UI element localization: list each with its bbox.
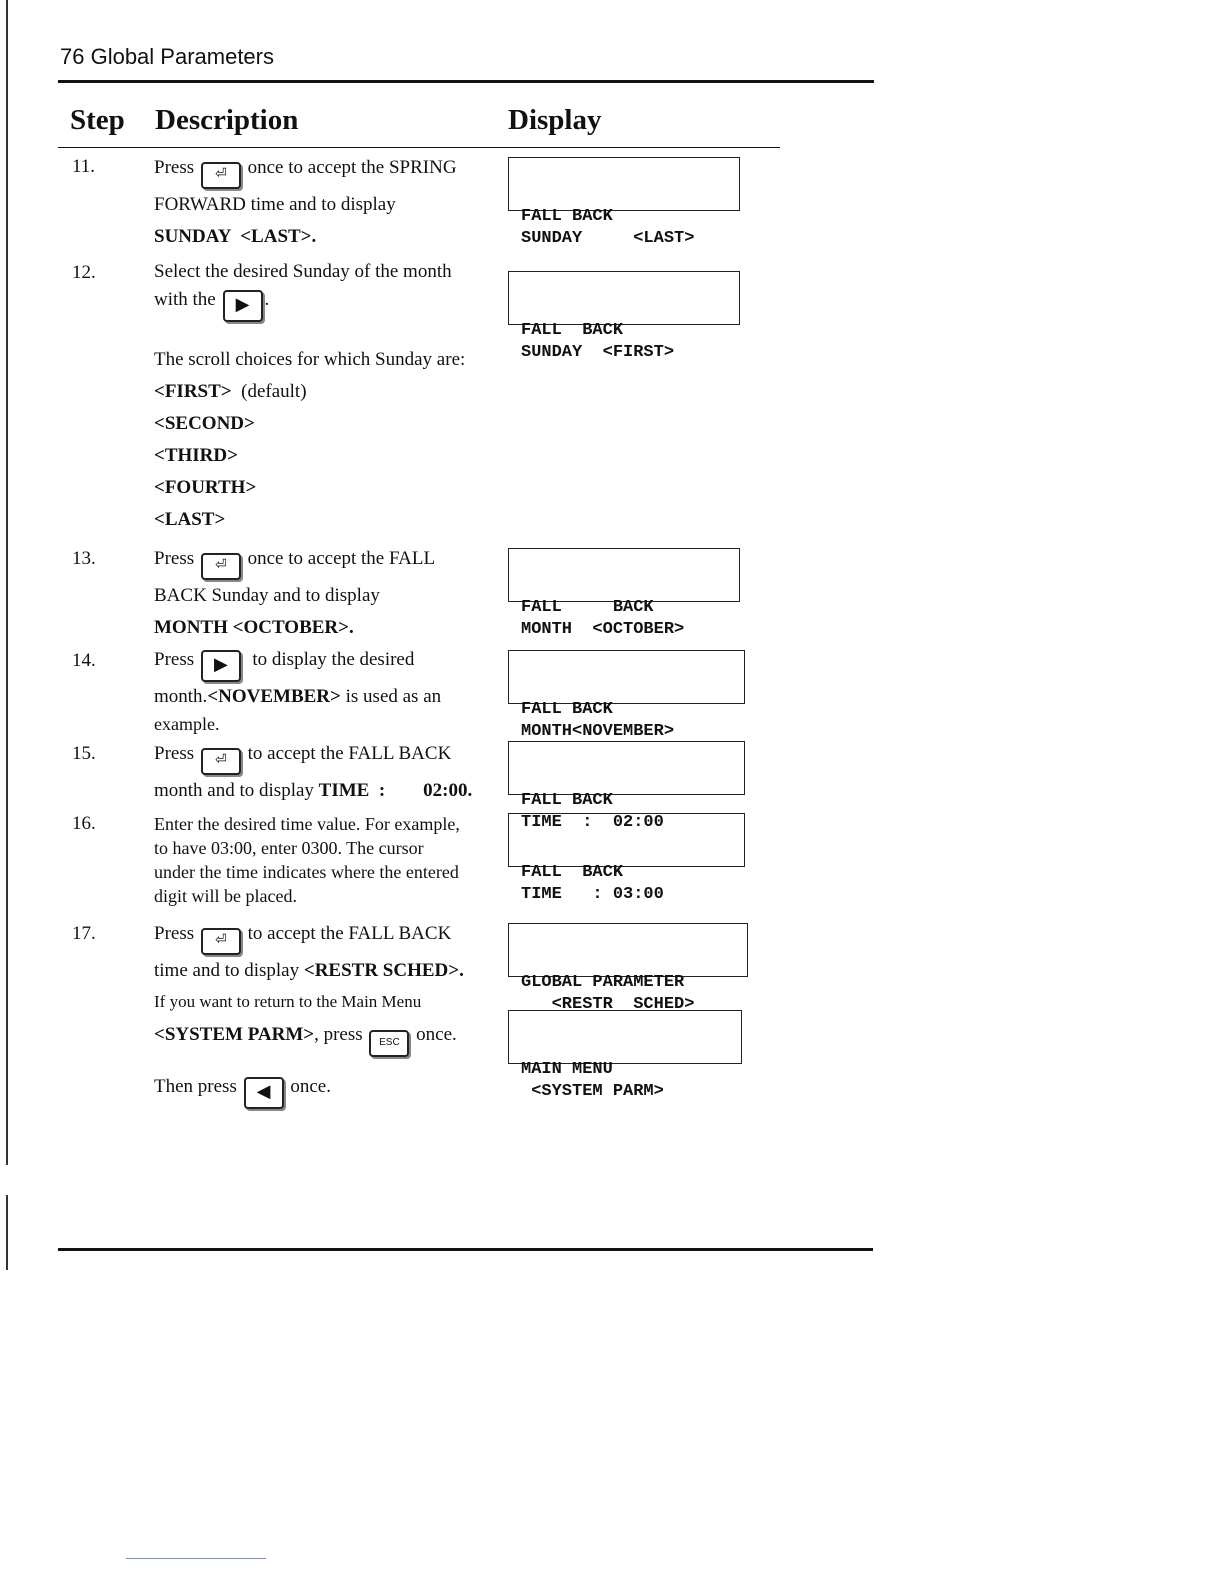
step-description: Press ⏎ to accept the FALL BACK month and to display TIME : 02:00.: [154, 743, 473, 801]
page-mark: [126, 1558, 266, 1559]
step-number: 15.: [72, 743, 96, 764]
enter-key-icon: ⏎: [201, 553, 241, 580]
right-arrow-key-icon: ▶: [201, 650, 241, 682]
lcd-display: FALL BACK SUNDAY <FIRST>: [508, 271, 740, 325]
lcd-display: MAIN MENU <SYSTEM PARM>: [508, 1010, 742, 1064]
step-description: Press ⏎ once to accept the SPRING FORWARD time and to display SUNDAY <LAST>.: [154, 157, 457, 247]
step-description: Press ⏎ to accept the FALL BACK time and to display <RESTR SCHED>. If you want to return to the Main Menu <SYSTEM PARM>, press ESC once. Then press ◀ once.: [154, 918, 499, 1109]
step-number: 17.: [72, 923, 96, 944]
step-number: 13.: [72, 548, 96, 569]
step-number: 16.: [72, 813, 96, 834]
step-description: Enter the desired time value. For example, to have 03:00, enter 0300. The cursor under the time indicates where the entered digit will be placed.: [154, 814, 460, 906]
left-arrow-key-icon: ◀: [244, 1077, 284, 1109]
table-header-rule: [58, 147, 780, 148]
lcd-display: FALL BACK MONTH <OCTOBER>: [508, 548, 740, 602]
page-edge-line: [6, 0, 8, 1165]
enter-key-icon: ⏎: [201, 162, 241, 189]
step-description: Press ▶ to display the desired month.<NOVEMBER> is used as an example.: [154, 649, 442, 734]
step-number: 11.: [72, 156, 96, 177]
right-arrow-key-icon: ▶: [223, 290, 263, 322]
header-rule: [58, 80, 874, 83]
lcd-display: FALL BACK TIME : 03:00: [508, 813, 745, 867]
enter-key-icon: ⏎: [201, 748, 241, 775]
step-number: 14.: [72, 650, 96, 671]
enter-key-icon: ⏎: [201, 928, 241, 955]
step-description: Press ⏎ once to accept the FALL BACK Sunday and to display MONTH <OCTOBER>.: [154, 548, 436, 638]
scroll-choices: The scroll choices for which Sunday are: <FIRST> (default) <SECOND> <THIRD> <FOURTH> <LAST>: [154, 349, 466, 530]
column-header-description: Description: [155, 104, 299, 136]
footer-rule: [58, 1248, 873, 1251]
column-header-display: Display: [508, 104, 602, 136]
lcd-display: GLOBAL PARAMETER <RESTR SCHED>: [508, 923, 748, 977]
page-header: 76 Global Parameters: [60, 44, 274, 69]
page-edge-line: [6, 1195, 8, 1270]
column-header-step: Step: [70, 104, 125, 136]
step-number: 12.: [72, 262, 96, 283]
step-description: Select the desired Sunday of the month with the ▶ .: [154, 258, 494, 322]
esc-key-icon: ESC: [369, 1030, 409, 1057]
lcd-display: FALL BACK TIME : 02:00: [508, 741, 745, 795]
lcd-display: FALL BACK MONTH<NOVEMBER>: [508, 650, 745, 704]
lcd-display: FALL BACK SUNDAY <LAST>: [508, 157, 740, 211]
